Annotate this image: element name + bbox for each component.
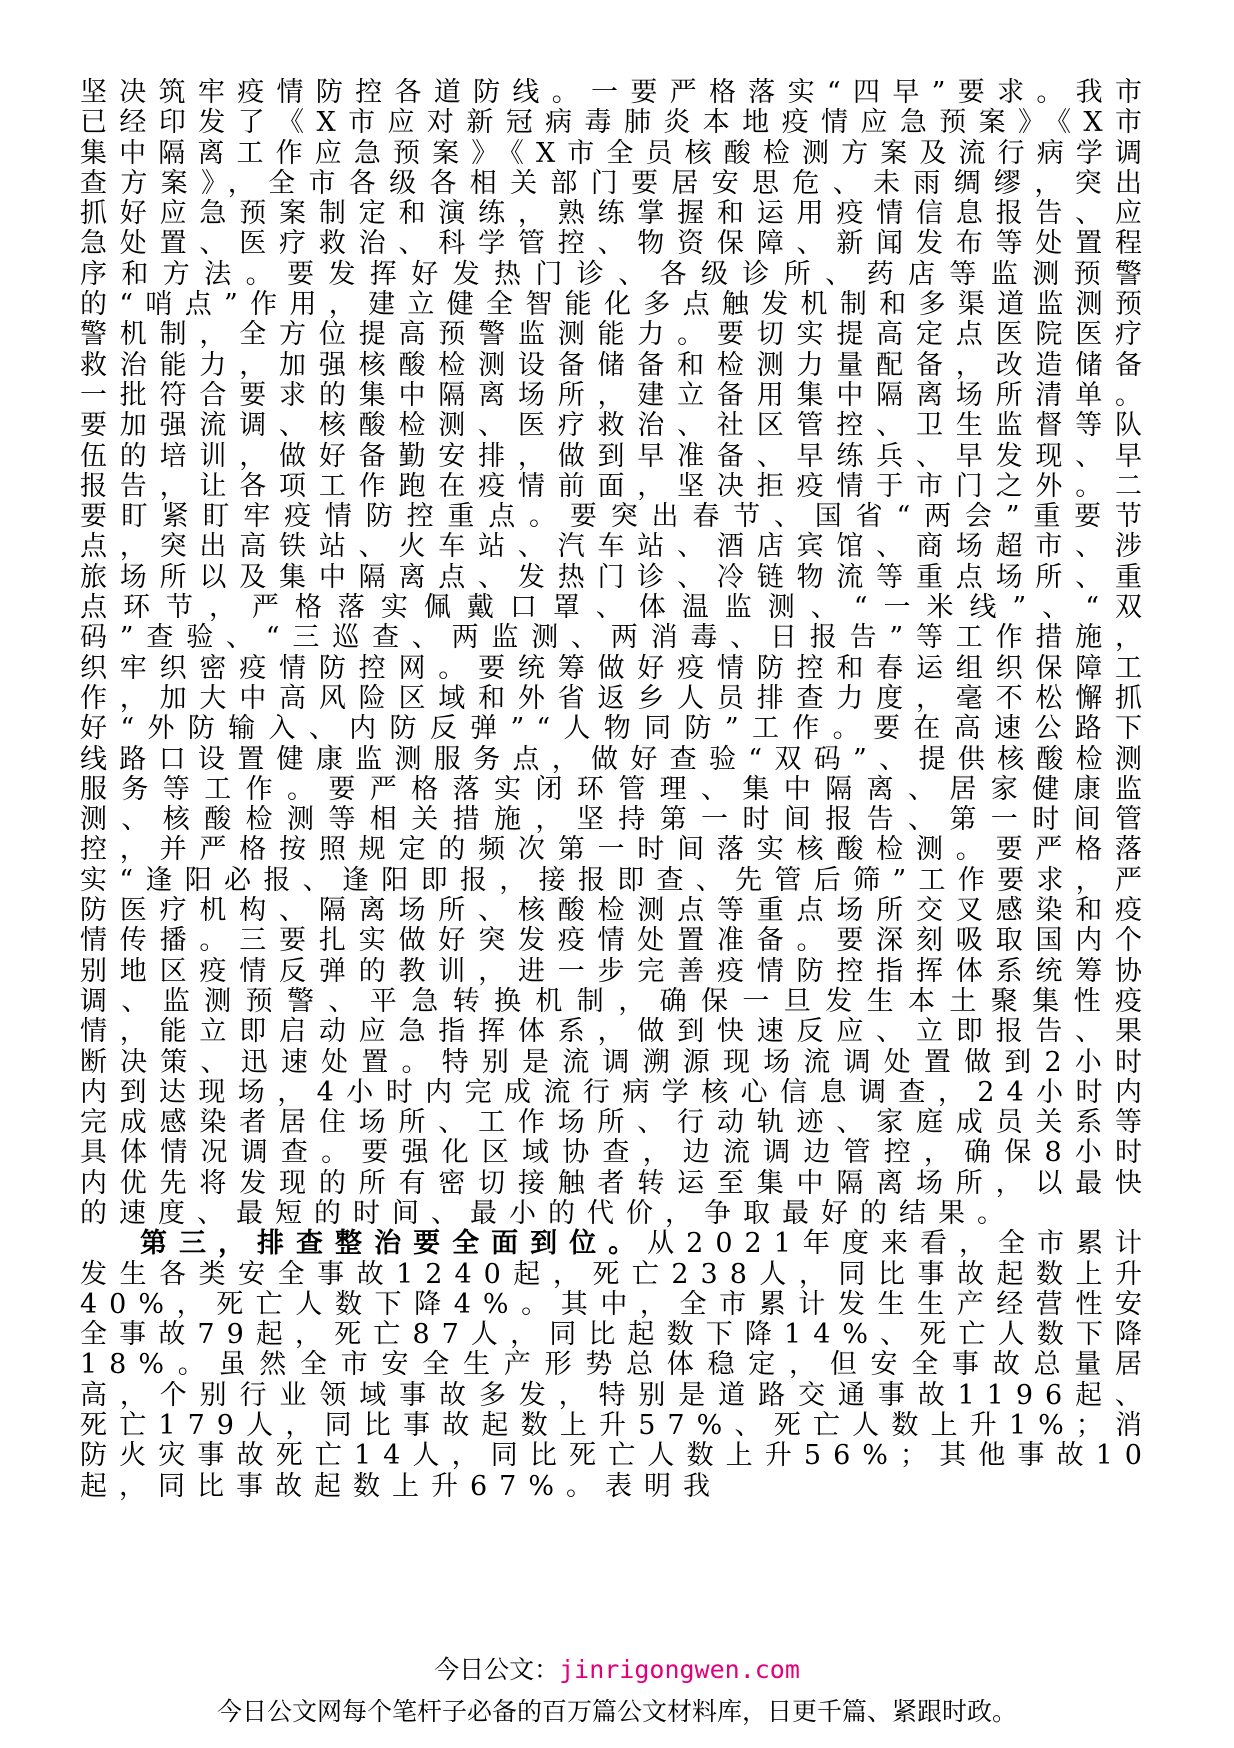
paragraph-accident-statistics: 从2021年度来看，全市累计发生各类安全事故1240起，死亡238人，同比事故起数上升40%，死亡人数下降4%。其中，全市累计发生生产经营性安全事故79起，死亡87人，同比起数下降14%、死亡人数下降18%。虽然全市安全生产形势总体稳定，但安全事故总量居高，个别行业领域事故多发，特别是道路交通事故1196起、死亡179人，同比事故起数上升57%、死亡人数上升1%；消防火灾事故死亡14人，同比死亡人数上升56%；其他事故10起，同比事故起数上升67%。表明我 (80, 1228, 1155, 1502)
footer-slogan: 今日公文网每个笔杆子必备的百万篇公文材料库，日更千篇、紧跟时政。 (216, 1697, 1017, 1726)
paragraph-heading-third: 第三，排查整治要全面到位。 (140, 1228, 648, 1260)
paragraph-inspection-rectification (80, 1229, 1154, 1502)
paragraph-epidemic-prevention: 坚决筑牢疫情防控各道防线。一要严格落实“四早”要求。我市已经印发了《X市应对新冠病毒肺炎本地疫情应急预案》《X市集中隔离工作应急预案》《X市全员核酸检测方案及流行病学调查方案》，全市各级各相关部门要居安思危、未雨绸缪，突出抓好应急预案制定和演练，熟练掌握和运用疫情信息报告、应急处置、医疗救治、科学管控、物资保障、新闻发布等处置程序和方法。要发挥好发热门诊、各级诊所、药店等监测预警的“哨点”作用，建立健全智能化多点触发机制和多渠道监测预警机制，全方位提高预警监测能力。要切实提高定点医院医疗救治能力，加强核酸检测设备储备和检测力量配备，改造储备一批符合要求的集中隔离场所，建立备用集中隔离场所清单。要加强流调、核酸检测、医疗救治、社区管控、卫生监督等队伍的培训，做好备勤安排，做到早准备、早练兵、早发现、早报告，让各项工作跑在疫情前面，坚决拒疫情于市门之外。二要盯紧盯牢疫情防控重点。要突出春节、国省“两会”重要节点，突出高铁站、火车站、汽车站、酒店宾馆、商场超市、涉旅场所以及集中隔离点、发热门诊、冷链物流等重点场所、重点环节，严格落实佩戴口罩、体温监测、“一米线”、“双码”查验、“三巡查、两监测、两消毒、日报告”等工作措施，织牢织密疫情防控网。要统筹做好疫情防控和春运组织保障工作，加大中高风险区域和外省返乡人员排查力度，毫不松懈抓好“外防输入、内防反弹”“人物同防”工作。要在高速公路下线路口设置健康监测服务点，做好查验“双码”、提供核酸检测服务等工作。要严格落实闭环管理、集中隔离、居家健康监测、核酸检测等相关措施，坚持第一时间报告、第一时间管控，并严格按照规定的频次第一时间落实核酸检测。要严格落实“逢阳必报、逢阳即报，接报即查、先管后筛”工作要求，严防医疗机构、隔离场所、核酸检测点等重点场所交叉感染和疫情传播。三要扎实做好突发疫情处置准备。要深刻吸取国内个别地区疫情反弹的教训，进一步完善疫情防控指挥体系统筹协调、监测预警、平急转换机制，确保一旦发生本土聚集性疫情，能立即启动应急指挥体系，做到快速反应、立即报告、果断决策、迅速处置。特别是流调溯源现场流调处置做到2小时内到达现场，4小时内完成流行病学核心信息调查，24小时内完成感染者居住场所、工作场所、行动轨迹、家庭成员关系等具体情况调查。要强化区域协查，边流调边管控，确保8小时内优先将发现的所有密切接触者转运至集中隔离场所，以最快的速度、最短的时间、最小的代价，争取最好的结果。 (80, 77, 1154, 1229)
footer-label: 今日公文： (434, 1655, 560, 1684)
footer (0, 1654, 1234, 1730)
footer-source (0, 1654, 1234, 1686)
document-body (80, 78, 1154, 1502)
footer-site-link[interactable]: jinrigongwen.com (559, 1655, 800, 1684)
